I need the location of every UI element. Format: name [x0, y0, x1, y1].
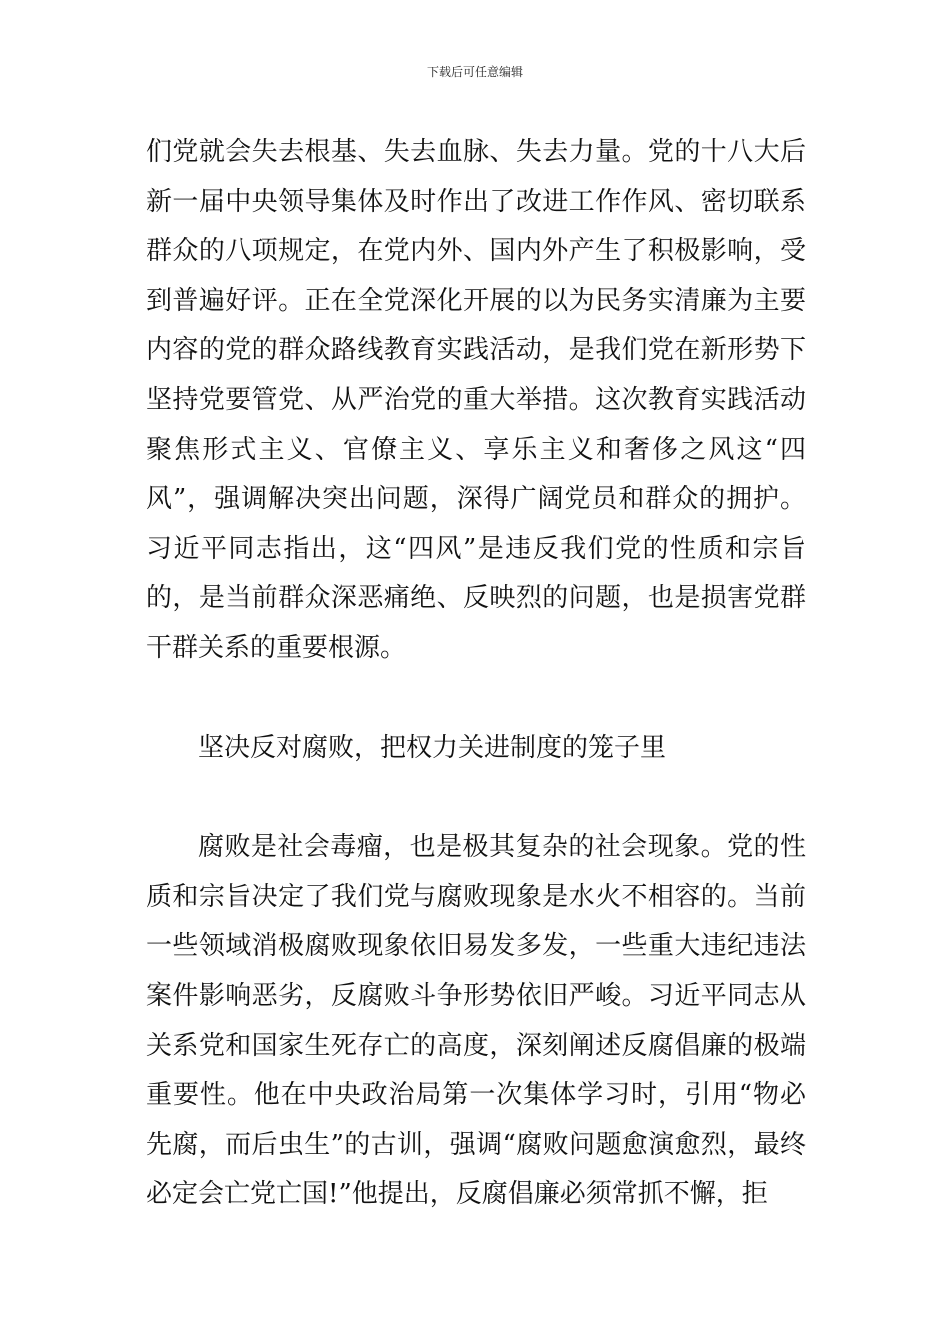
page-header: 下载后可任意编辑	[426, 65, 523, 79]
paragraph: 腐败是社会毒瘤，也是极其复杂的社会现象。党的性质和宗旨决定了我们党与腐败现象是水火不相容的。当前一些领域消极腐败现象依旧易发多发，一些重大违纪违法案件影响恶劣，反腐败斗争形势依旧严峻。习近平同志从关系党和国家生死存亡的高度，深刻阐述反腐倡廉的极端重要性。他在中央政治局第一次集体学习时，引用“物必先腐，而后虫生”的古训，强调“腐败问题愈演愈烈，最终必定会亡党亡国!”他提出，反腐倡廉必须常抓不懈，拒	[146, 832, 806, 1210]
document-body	[146, 128, 806, 1220]
section-heading: 坚决反对腐败，把权力关进制度的笼子里	[198, 732, 667, 763]
paragraph-gap	[146, 674, 806, 724]
paragraph-continued: 们党就会失去根基、失去血脉、失去力量。党的十八大后新一届中央领导集体及时作出了改进工作作风、密切联系群众的八项规定，在党内外、国内外产生了积极影响，受到普遍好评。正在全党深化开展的以为民务实清廉为主要内容的党的群众路线教育实践活动，是我们党在新形势下坚持党要管党、从严治党的重大举措。这次教育实践活动聚焦形式主义、官僚主义、享乐主义和奢侈之风这“四风”，强调解决突出问题，深得广阔党员和群众的拥护。习近平同志指出，这“四风”是违反我们党的性质和宗旨的，是当前群众深恶痛绝、反映烈的问题，也是损害党群干群关系的重要根源。	[146, 137, 806, 663]
paragraph-gap	[146, 773, 806, 823]
